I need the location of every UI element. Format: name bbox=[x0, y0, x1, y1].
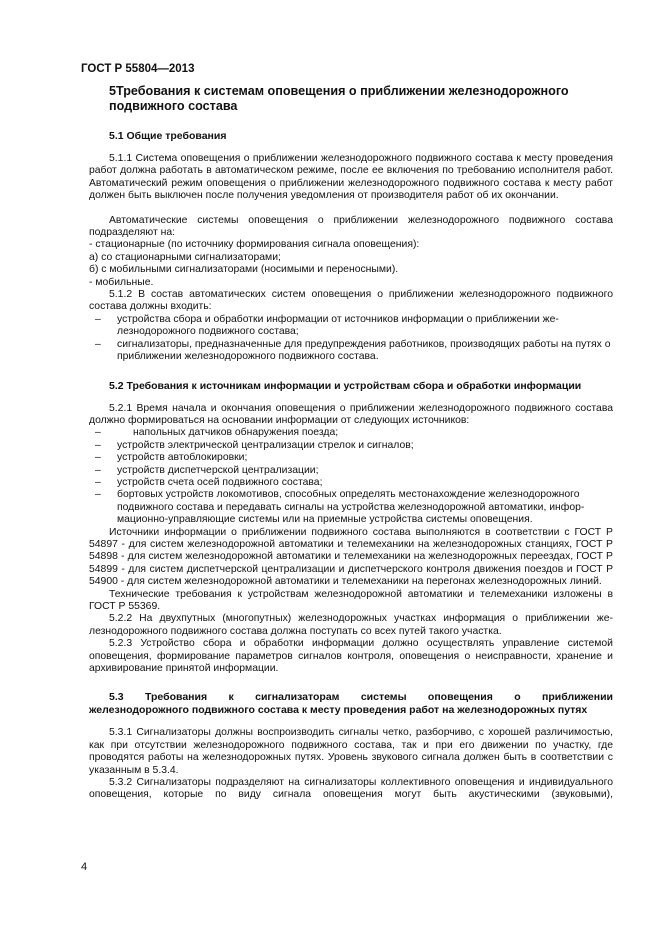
list-item: б) с мобильными сигнализаторами (носимыми и переносными). bbox=[89, 264, 399, 276]
list-item-text: устройств электрической централизации стрелок и сигналов; bbox=[117, 439, 414, 451]
paragraph-5-2-2: 5.2.2 На двухпутных (многопутных) железнодорожных участках информация о приближении железнодорожного подвижного состава должна поступать со всех путей такого участка. bbox=[89, 613, 613, 637]
dash-marker: – bbox=[95, 313, 101, 325]
page-number: 4 bbox=[81, 861, 88, 873]
dash-marker: – bbox=[95, 439, 101, 451]
dash-marker: – bbox=[95, 452, 101, 464]
list-item-text: напольных датчиков обнаружения поезда; bbox=[133, 427, 339, 439]
paragraph-5-3-1: 5.3.1 Сигнализаторы должны воспроизводить сигналы четко, разборчиво, с хорошей различимостью, как при отсутствии железнодорожного подвижного состава, так и при его движении по участку, где проводятся работы на железнодорожных путях. Уровень звукового сигнала должен быть в соответствии с указанным в 5.3.4. bbox=[89, 727, 613, 776]
list-item bbox=[89, 477, 613, 489]
dash-marker: – bbox=[95, 476, 101, 488]
list-item-text: устройств автоблокировки; bbox=[117, 452, 248, 464]
section-5-title: 5Требования к системам оповещения о приближении железнодорожного подвижного состава bbox=[109, 84, 569, 113]
section-5-3-title-line-1: 5.3 Требования к сигнализаторам системы оповещения о приближении bbox=[109, 691, 613, 704]
dash-marker: – bbox=[95, 338, 101, 350]
paragraph-5-2-3: 5.2.3 Устройство сбора и обработки информации должно осуществлять управление системой оповещения, формирование параметров сигналов контроля, оповещения о неисправности, хранение и архивирование принятой информации. bbox=[89, 638, 613, 675]
section-5-1-title: 5.1 Общие требования bbox=[109, 130, 227, 142]
list-item-text: устройства сбора и обработки информации от источников информации о приближении железнодорожного подвижного состава; bbox=[117, 313, 559, 338]
list-item-text: бортовых устройств локомотивов, способных определять местонахождение железнодорожного подвижного состава и передавать сигналы на устройства железнодорожной автоматики, информационно-управляющие системы или на приемные устройства системы оповещения. bbox=[117, 489, 585, 526]
paragraph-5-2-1: 5.2.1 Время начала и окончания оповещения о приближении железнодорожного подвижного состава должно формироваться на основании информации от следующих источников: bbox=[89, 402, 613, 426]
paragraph-auto-systems: Автоматические системы оповещения о приближении железнодорожного подвижного состава подразделяют на: bbox=[89, 214, 613, 239]
list-item bbox=[89, 314, 613, 339]
list-item bbox=[89, 465, 613, 477]
section-5-2-title: 5.2 Требования к источникам информации и устройствам сбора и обработки информации bbox=[109, 379, 582, 392]
list-item bbox=[89, 339, 613, 364]
list-item-text: устройств диспетчерской централизации; bbox=[117, 464, 319, 476]
list-item: - мобильные. bbox=[89, 276, 154, 288]
list-item-text: сигнализаторы, предназначенные для предупреждения работников, производящих работы на путях о приближении железнодорожного подвижного состава. bbox=[117, 338, 611, 363]
page-content bbox=[89, 84, 613, 802]
section-5-3-title bbox=[89, 691, 613, 717]
list-item: - стационарные (по источнику формирования сигнала оповещения): bbox=[89, 239, 420, 251]
paragraph-sources: Источники информации о приближении подвижного состава выполняются в соответствии с ГОСТ Р 54897 - для систем железнодорожной автоматики и телемеханики на железнодорожных станциях, ГОСТ Р 54898 - для систем железнодорожной автоматики и телемеханики на железнодорожных переездах, ГОСТ Р 54899 - для систем диспетчерской централизации и диспетчерского контроля движения поездов и ГОСТ Р 54900 - для систем железнодорожной автоматики и телемеханики на перегонах железнодорожных линий. bbox=[89, 526, 613, 588]
list-item bbox=[89, 452, 613, 464]
dash-marker: – bbox=[95, 464, 101, 476]
paragraph-5-3-2: 5.3.2 Сигнализаторы подразделяют на сигнализаторы коллективного оповещения и индивидуального оповещения, которые по виду сигнала оповещения могут быть акустическими (звуковыми), bbox=[89, 777, 613, 801]
list-item bbox=[89, 427, 613, 439]
paragraph-5-1-1: 5.1.1 Система оповещения о приближении железнодорожного подвижного состава к месту проведения работ должна работать в автоматическом режиме, после ее включения по требованию исполнителя работ. Автоматический режим оповещения о приближении железнодорожного подвижного состава к месту работ должен быть выключен после получения уведомления от производителя работ об их окончании. bbox=[89, 153, 613, 202]
list-item bbox=[89, 440, 613, 452]
paragraph-tech-requirements: Технические требования к устройствам железнодорожной автоматики и телемеханики изложены в ГОСТ Р 55369. bbox=[89, 588, 613, 612]
dash-marker: – bbox=[95, 489, 101, 501]
document-header: ГОСТ Р 55804—2013 bbox=[81, 63, 195, 75]
list-item bbox=[89, 489, 613, 526]
dash-marker: – bbox=[95, 427, 101, 439]
spacer bbox=[89, 203, 613, 215]
section-5-3-title-line-2: железнодорожного подвижного состава к месту проведения работ на железнодорожных путях bbox=[89, 704, 588, 717]
paragraph-5-1-2: 5.1.2 В состав автоматических систем оповещения о приближении железнодорожного подвижного состава должны входить: bbox=[89, 289, 613, 313]
list-item: а) со стационарными сигнализаторами; bbox=[89, 251, 281, 263]
list-item-text: устройств счета осей подвижного состава; bbox=[117, 476, 323, 488]
